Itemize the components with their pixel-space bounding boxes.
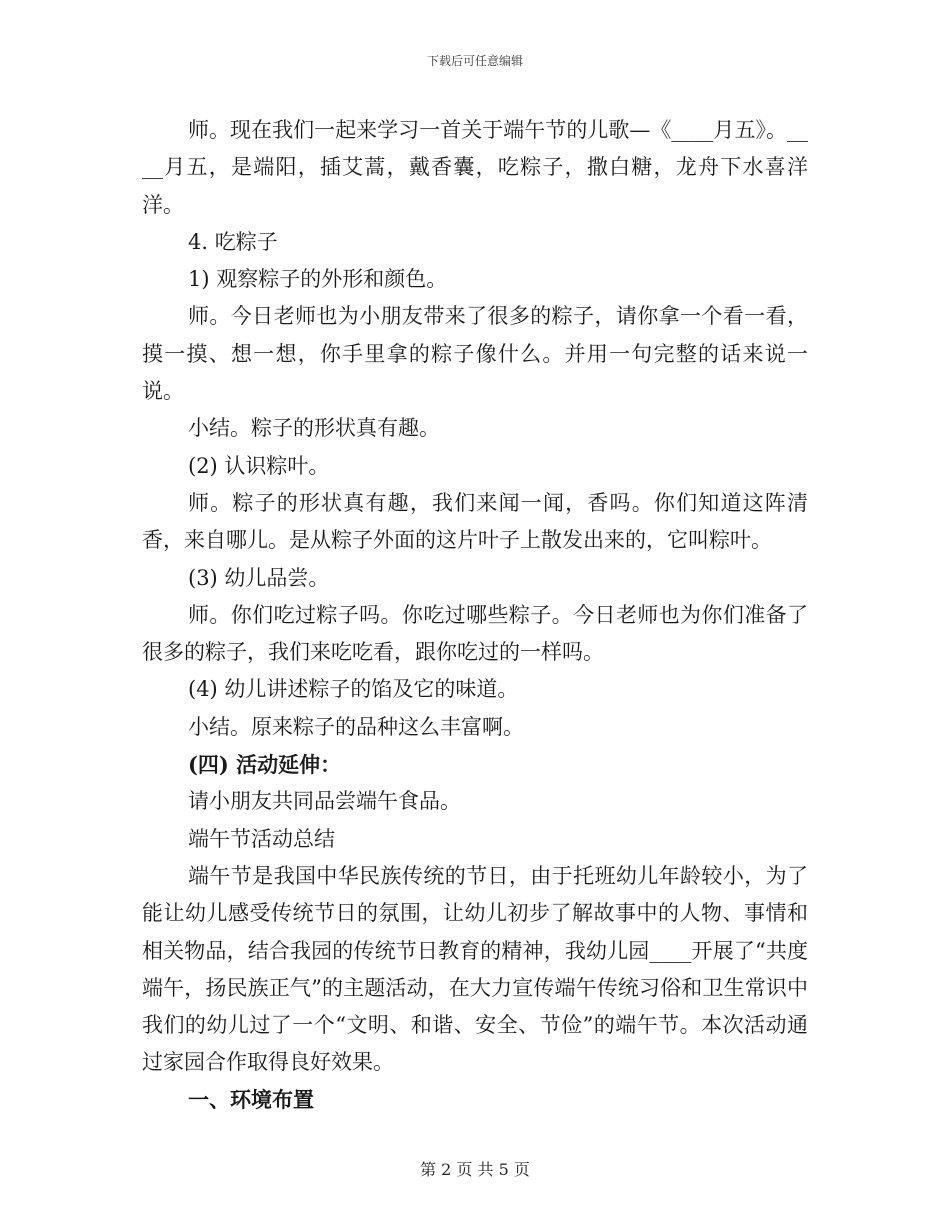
- document-body: [142, 112, 808, 1119]
- paragraph-summary-title: 端午节活动总结: [188, 826, 335, 851]
- paragraph-eat-zongzi-title: 4. 吃粽子: [188, 229, 278, 254]
- paragraph-know-leaf: (2) 认识粽叶。: [188, 453, 330, 478]
- section-environment: 一、环境布置: [188, 1087, 314, 1112]
- paragraph-children-taste: (3) 幼儿品尝。: [188, 565, 330, 590]
- paragraph-share-food: 请小朋友共同品尝端午食品。: [188, 789, 461, 814]
- paragraph-song-intro: 师。现在我们一起来学习一首关于端午节的儿歌—《____月五》。____月五，是端阳，插艾蒿，戴香囊，吃粽子，撒白糖，龙舟下水喜洋洋。: [142, 118, 808, 217]
- paragraph-teacher-bring-zongzi: 师。今日老师也为小朋友带来了很多的粽子，请你拿一个看一看，摸一摸、想一想，你手里拿的粽子像什么。并用一句完整的话来说一说。: [142, 304, 808, 404]
- section-activity-extension: (四) 活动延伸：: [188, 752, 342, 778]
- paragraph-teacher-taste: 师。你们吃过粽子吗。你吃过哪些粽子。今日老师也为你们准备了很多的粽子，我们来吃吃看，跟你吃过的一样吗。: [142, 602, 808, 665]
- paragraph-summary-body: 端午节是我国中华民族传统的节日，由于托班幼儿年龄较小，为了能让幼儿感受传统节日的氛围，让幼儿初步了解故事中的人物、事情和相关物品，结合我园的传统节日教育的精神，我幼儿园____开展了“共度端午，扬民族正气”的主题活动，在大力宣传端午传统习俗和卫生常识中我们的幼儿过了一个“文明、和谐、安全、节俭”的端午节。本次活动通过家园合作取得良好效果。: [142, 863, 808, 1075]
- paragraph-observe-shape: 1) 观察粽子的外形和颜色。: [188, 267, 448, 292]
- paragraph-summary-variety: 小结。原来粽子的品种这么丰富啊。: [188, 714, 524, 739]
- paragraph-summary-shape: 小结。粽子的形状真有趣。: [188, 416, 440, 441]
- page-footer: 第 2 页 共 5 页: [420, 1160, 530, 1179]
- page-header: 下载后可任意编辑: [426, 54, 523, 68]
- paragraph-teacher-leaf: 师。粽子的形状真有趣，我们来闻一闻，香吗。你们知道这阵清香，来自哪儿。是从粽子外面的这片叶子上散发出来的，它叫粽叶。: [142, 490, 808, 553]
- paragraph-children-describe: (4) 幼儿讲述粽子的馅及它的味道。: [188, 677, 519, 702]
